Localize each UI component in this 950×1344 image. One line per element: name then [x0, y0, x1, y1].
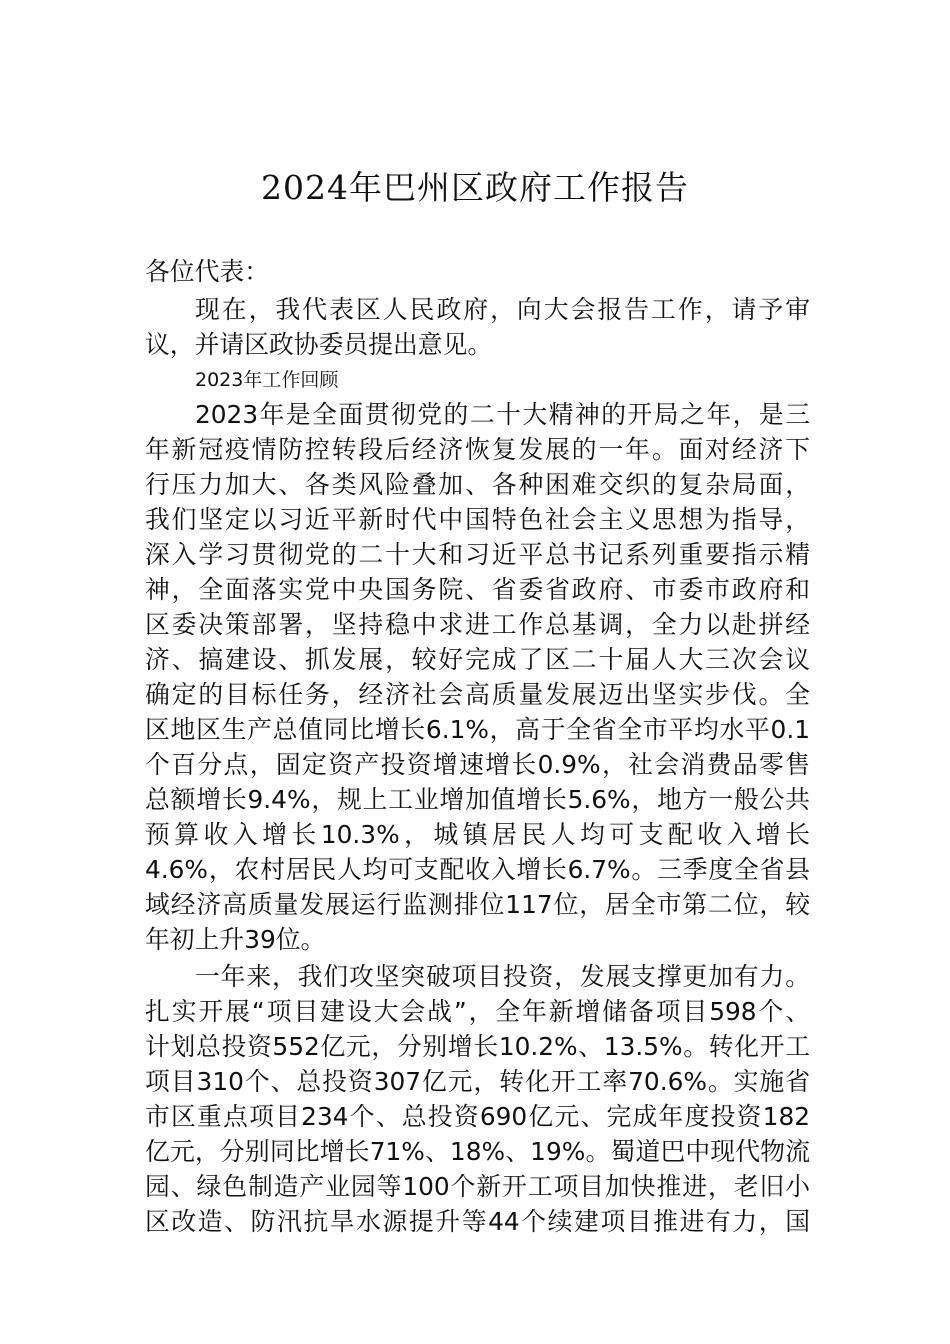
paragraph-line: 现在，我代表区人民政府，向大会报告工作，请予审	[195, 295, 810, 324]
paragraph-line: 行压力加大、各类风险叠加、各种困难交织的复杂局面，	[145, 470, 810, 499]
paragraph-line: 亿元，分别同比增长71%、18%、19%。蜀道巴中现代物流	[145, 1137, 810, 1166]
paragraph-line: 2023年是全面贯彻党的二十大精神的开局之年，是三	[195, 400, 810, 429]
paragraph-line: 议，并请区政协委员提出意见。	[145, 330, 493, 359]
paragraph-line: 4.6%，农村居民人均可支配收入增长6.7%。三季度全省县	[145, 855, 810, 884]
paragraph-line: 区地区生产总值同比增长6.1%，高于全省全市平均水平0.1	[145, 715, 810, 744]
paragraph-line: 神，全面落实党中央国务院、省委省政府、市委市政府和	[145, 575, 810, 604]
paragraph-line: 园、绿色制造产业园等100个新开工项目加快推进，老旧小	[145, 1172, 810, 1201]
paragraph-line: 确定的目标任务，经济社会高质量发展迈出坚实步伐。全	[145, 680, 810, 709]
paragraph-line: 市区重点项目234个、总投资690亿元、完成年度投资182	[145, 1102, 810, 1131]
document-title: 2024年巴州区政府工作报告	[261, 168, 689, 207]
paragraph-line: 年新冠疫情防控转段后经济恢复发展的一年。面对经济下	[145, 435, 810, 464]
paragraph-line: 深入学习贯彻党的二十大和习近平总书记系列重要指示精	[145, 540, 810, 569]
paragraph-line: 济、搞建设、抓发展，较好完成了区二十届人大三次会议	[145, 645, 810, 674]
paragraph-line: 域经济高质量发展运行监测排位117位，居全市第二位，较	[145, 890, 810, 919]
paragraph-line: 预算收入增长10.3%，城镇居民人均可支配收入增长	[145, 820, 810, 849]
paragraph-line: 年初上升39位。	[145, 925, 326, 954]
paragraph-line: 扎实开展“项目建设大会战”，全年新增储备项目598个、	[145, 997, 810, 1026]
salutation: 各位代表：	[145, 257, 269, 286]
paragraph-line: 一年来，我们攻坚突破项目投资，发展支撑更加有力。	[195, 962, 810, 991]
paragraph-line: 个百分点，固定资产投资增速增长0.9%，社会消费品零售	[145, 750, 810, 779]
paragraph-line: 计划总投资552亿元，分别增长10.2%、13.5%。转化开工	[145, 1032, 810, 1061]
paragraph-line: 区改造、防汛抗旱水源提升等44个续建项目推进有力，国	[145, 1207, 810, 1236]
paragraph-line: 区委决策部署，坚持稳中求进工作总基调，全力以赴拼经	[145, 610, 810, 639]
paragraph-line: 总额增长9.4%，规上工业增加值增长5.6%，地方一般公共	[145, 785, 810, 814]
section-heading: 2023年工作回顾	[195, 369, 339, 391]
paragraph-line: 项目310个、总投资307亿元，转化开工率70.6%。实施省	[145, 1067, 810, 1096]
paragraph-line: 我们坚定以习近平新时代中国特色社会主义思想为指导，	[145, 505, 810, 534]
